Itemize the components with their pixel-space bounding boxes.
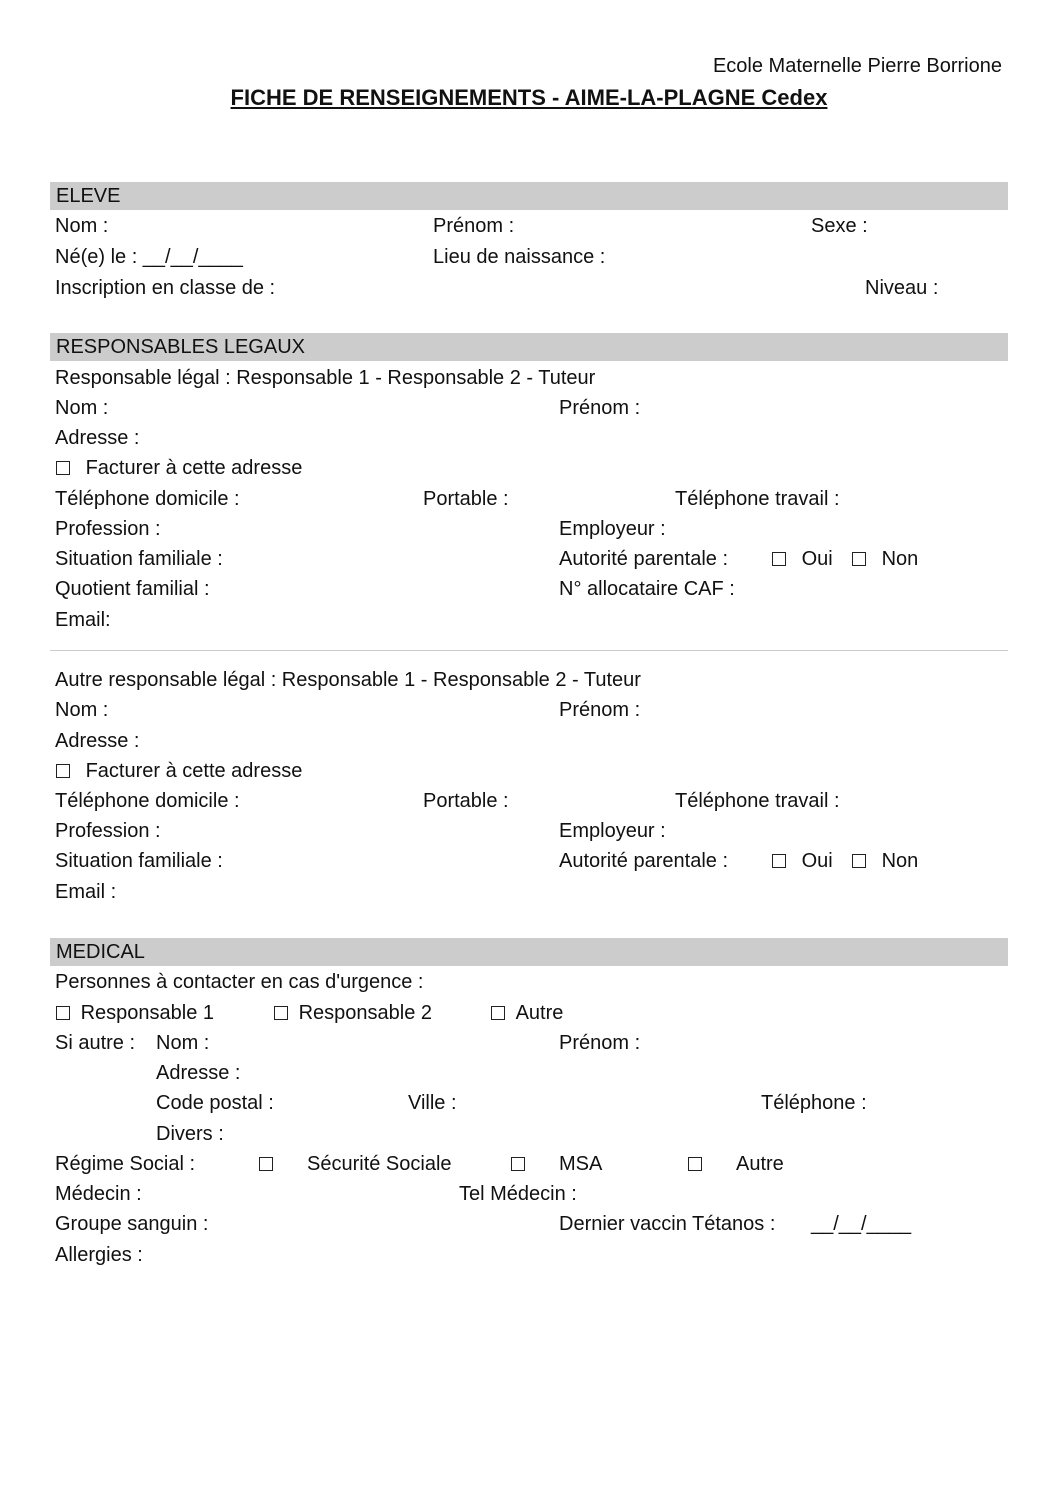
form-title: FICHE DE RENSEIGNEMENTS - AIME-LA-PLAGNE Cedex xyxy=(230,85,828,110)
groupe-sanguin-label: Groupe sanguin : xyxy=(55,1213,209,1235)
r2-facturer-label: Facturer à cette adresse xyxy=(85,760,303,782)
r1-situation-label: Situation familiale : xyxy=(55,548,223,570)
eleve-nom-label: Nom : xyxy=(55,215,109,237)
r1-autorite-non-option[interactable] xyxy=(852,547,918,571)
eleve-class-label: Inscription en classe de : xyxy=(55,277,276,299)
r2-non-label: Non xyxy=(881,850,919,872)
divers-label: Divers : xyxy=(156,1123,224,1145)
r2-adresse-label: Adresse : xyxy=(55,730,140,752)
r2-portable-label: Portable : xyxy=(423,790,509,812)
regime-secu-checkbox[interactable] xyxy=(259,1157,273,1171)
urgence-label: Personnes à contacter en cas d'urgence : xyxy=(55,971,424,993)
r2-oui-label: Oui xyxy=(801,850,833,872)
medical-prenom-label: Prénom : xyxy=(559,1032,641,1054)
vaccin-label: Dernier vaccin Tétanos : xyxy=(559,1213,776,1235)
urgence-autre-option[interactable] xyxy=(491,1001,563,1025)
eleve-niveau-label: Niveau : xyxy=(865,277,939,299)
r2-situation-label: Situation familiale : xyxy=(55,850,223,872)
r2-email-label: Email : xyxy=(55,881,117,903)
code-postal-label: Code postal : xyxy=(156,1092,274,1114)
urgence-autre-label: Autre xyxy=(515,1002,564,1024)
r2-nom-label: Nom : xyxy=(55,699,109,721)
urgence-resp2-option[interactable] xyxy=(274,1001,432,1025)
r1-non-checkbox[interactable] xyxy=(852,552,866,566)
r1-oui-label: Oui xyxy=(801,548,833,570)
r2-employeur-label: Employeur : xyxy=(559,820,666,842)
urgence-resp1-option[interactable] xyxy=(56,1001,214,1025)
school-name: Ecole Maternelle Pierre Borrione xyxy=(712,55,1002,77)
r1-autorite-label: Autorité parentale : xyxy=(559,548,728,570)
r2-autorite-label: Autorité parentale : xyxy=(559,850,728,872)
telephone-label: Téléphone : xyxy=(761,1092,867,1114)
r2-tel-dom-label: Téléphone domicile : xyxy=(55,790,240,812)
r2-facturer-checkbox[interactable] xyxy=(56,764,70,778)
r1-autorite-oui-option[interactable] xyxy=(772,547,833,571)
eleve-birthplace-label: Lieu de naissance : xyxy=(433,246,606,268)
r1-facturer-label: Facturer à cette adresse xyxy=(85,457,303,479)
regime-secu-label: Sécurité Sociale xyxy=(307,1153,452,1175)
r2-tel-travail-label: Téléphone travail : xyxy=(675,790,840,812)
r1-oui-checkbox[interactable] xyxy=(772,552,786,566)
ville-label: Ville : xyxy=(408,1092,457,1114)
urgence-resp2-checkbox[interactable] xyxy=(274,1006,288,1020)
r1-nom-label: Nom : xyxy=(55,397,109,419)
r1-facturer-checkbox[interactable] xyxy=(56,461,70,475)
r1-adresse-label: Adresse : xyxy=(55,427,140,449)
r1-tel-dom-label: Téléphone domicile : xyxy=(55,488,240,510)
allergies-label: Allergies : xyxy=(55,1244,143,1266)
urgence-resp1-checkbox[interactable] xyxy=(56,1006,70,1020)
medical-nom-label: Nom : xyxy=(156,1032,210,1054)
r2-autorite-non-option[interactable] xyxy=(852,849,918,873)
r1-portable-label: Portable : xyxy=(423,488,509,510)
section-header-responsables: RESPONSABLES LEGAUX xyxy=(50,333,1008,361)
medical-adresse-label: Adresse : xyxy=(156,1062,241,1084)
medecin-label: Médecin : xyxy=(55,1183,142,1205)
si-autre-label: Si autre : xyxy=(55,1032,136,1054)
r1-profession-label: Profession : xyxy=(55,518,161,540)
eleve-birthdate-label: Né(e) le : __/__/____ xyxy=(55,246,243,268)
regime-autre-checkbox[interactable] xyxy=(688,1157,702,1171)
r2-facturer-option[interactable] xyxy=(56,759,302,783)
urgence-autre-checkbox[interactable] xyxy=(491,1006,505,1020)
r2-non-checkbox[interactable] xyxy=(852,854,866,868)
regime-autre-label: Autre xyxy=(736,1153,784,1175)
section-header-eleve: ELEVE xyxy=(50,182,1008,210)
urgence-resp1-label: Responsable 1 xyxy=(80,1002,214,1024)
r2-title: Autre responsable légal : Responsable 1 - Responsable 2 - Tuteur xyxy=(55,669,641,691)
r1-non-label: Non xyxy=(881,548,919,570)
r2-oui-checkbox[interactable] xyxy=(772,854,786,868)
r2-prenom-label: Prénom : xyxy=(559,699,641,721)
regime-label: Régime Social : xyxy=(55,1153,196,1175)
r1-prenom-label: Prénom : xyxy=(559,397,641,419)
tel-medecin-label: Tel Médecin : xyxy=(459,1183,577,1205)
r2-autorite-oui-option[interactable] xyxy=(772,849,833,873)
r1-email-label: Email: xyxy=(55,609,111,631)
r1-quotient-label: Quotient familial : xyxy=(55,578,210,600)
eleve-prenom-label: Prénom : xyxy=(433,215,515,237)
r1-title: Responsable légal : Responsable 1 - Responsable 2 - Tuteur xyxy=(55,367,596,389)
urgence-resp2-label: Responsable 2 xyxy=(298,1002,432,1024)
regime-msa-checkbox[interactable] xyxy=(511,1157,525,1171)
regime-msa-label: MSA xyxy=(559,1153,603,1175)
divider xyxy=(50,650,1008,651)
r1-facturer-option[interactable] xyxy=(56,456,302,480)
r1-employeur-label: Employeur : xyxy=(559,518,666,540)
vaccin-date-field: __/__/____ xyxy=(811,1213,912,1235)
r2-profession-label: Profession : xyxy=(55,820,161,842)
eleve-sexe-label: Sexe : xyxy=(811,215,868,237)
r1-caf-label: N° allocataire CAF : xyxy=(559,578,735,600)
r1-tel-travail-label: Téléphone travail : xyxy=(675,488,840,510)
section-header-medical: MEDICAL xyxy=(50,938,1008,966)
